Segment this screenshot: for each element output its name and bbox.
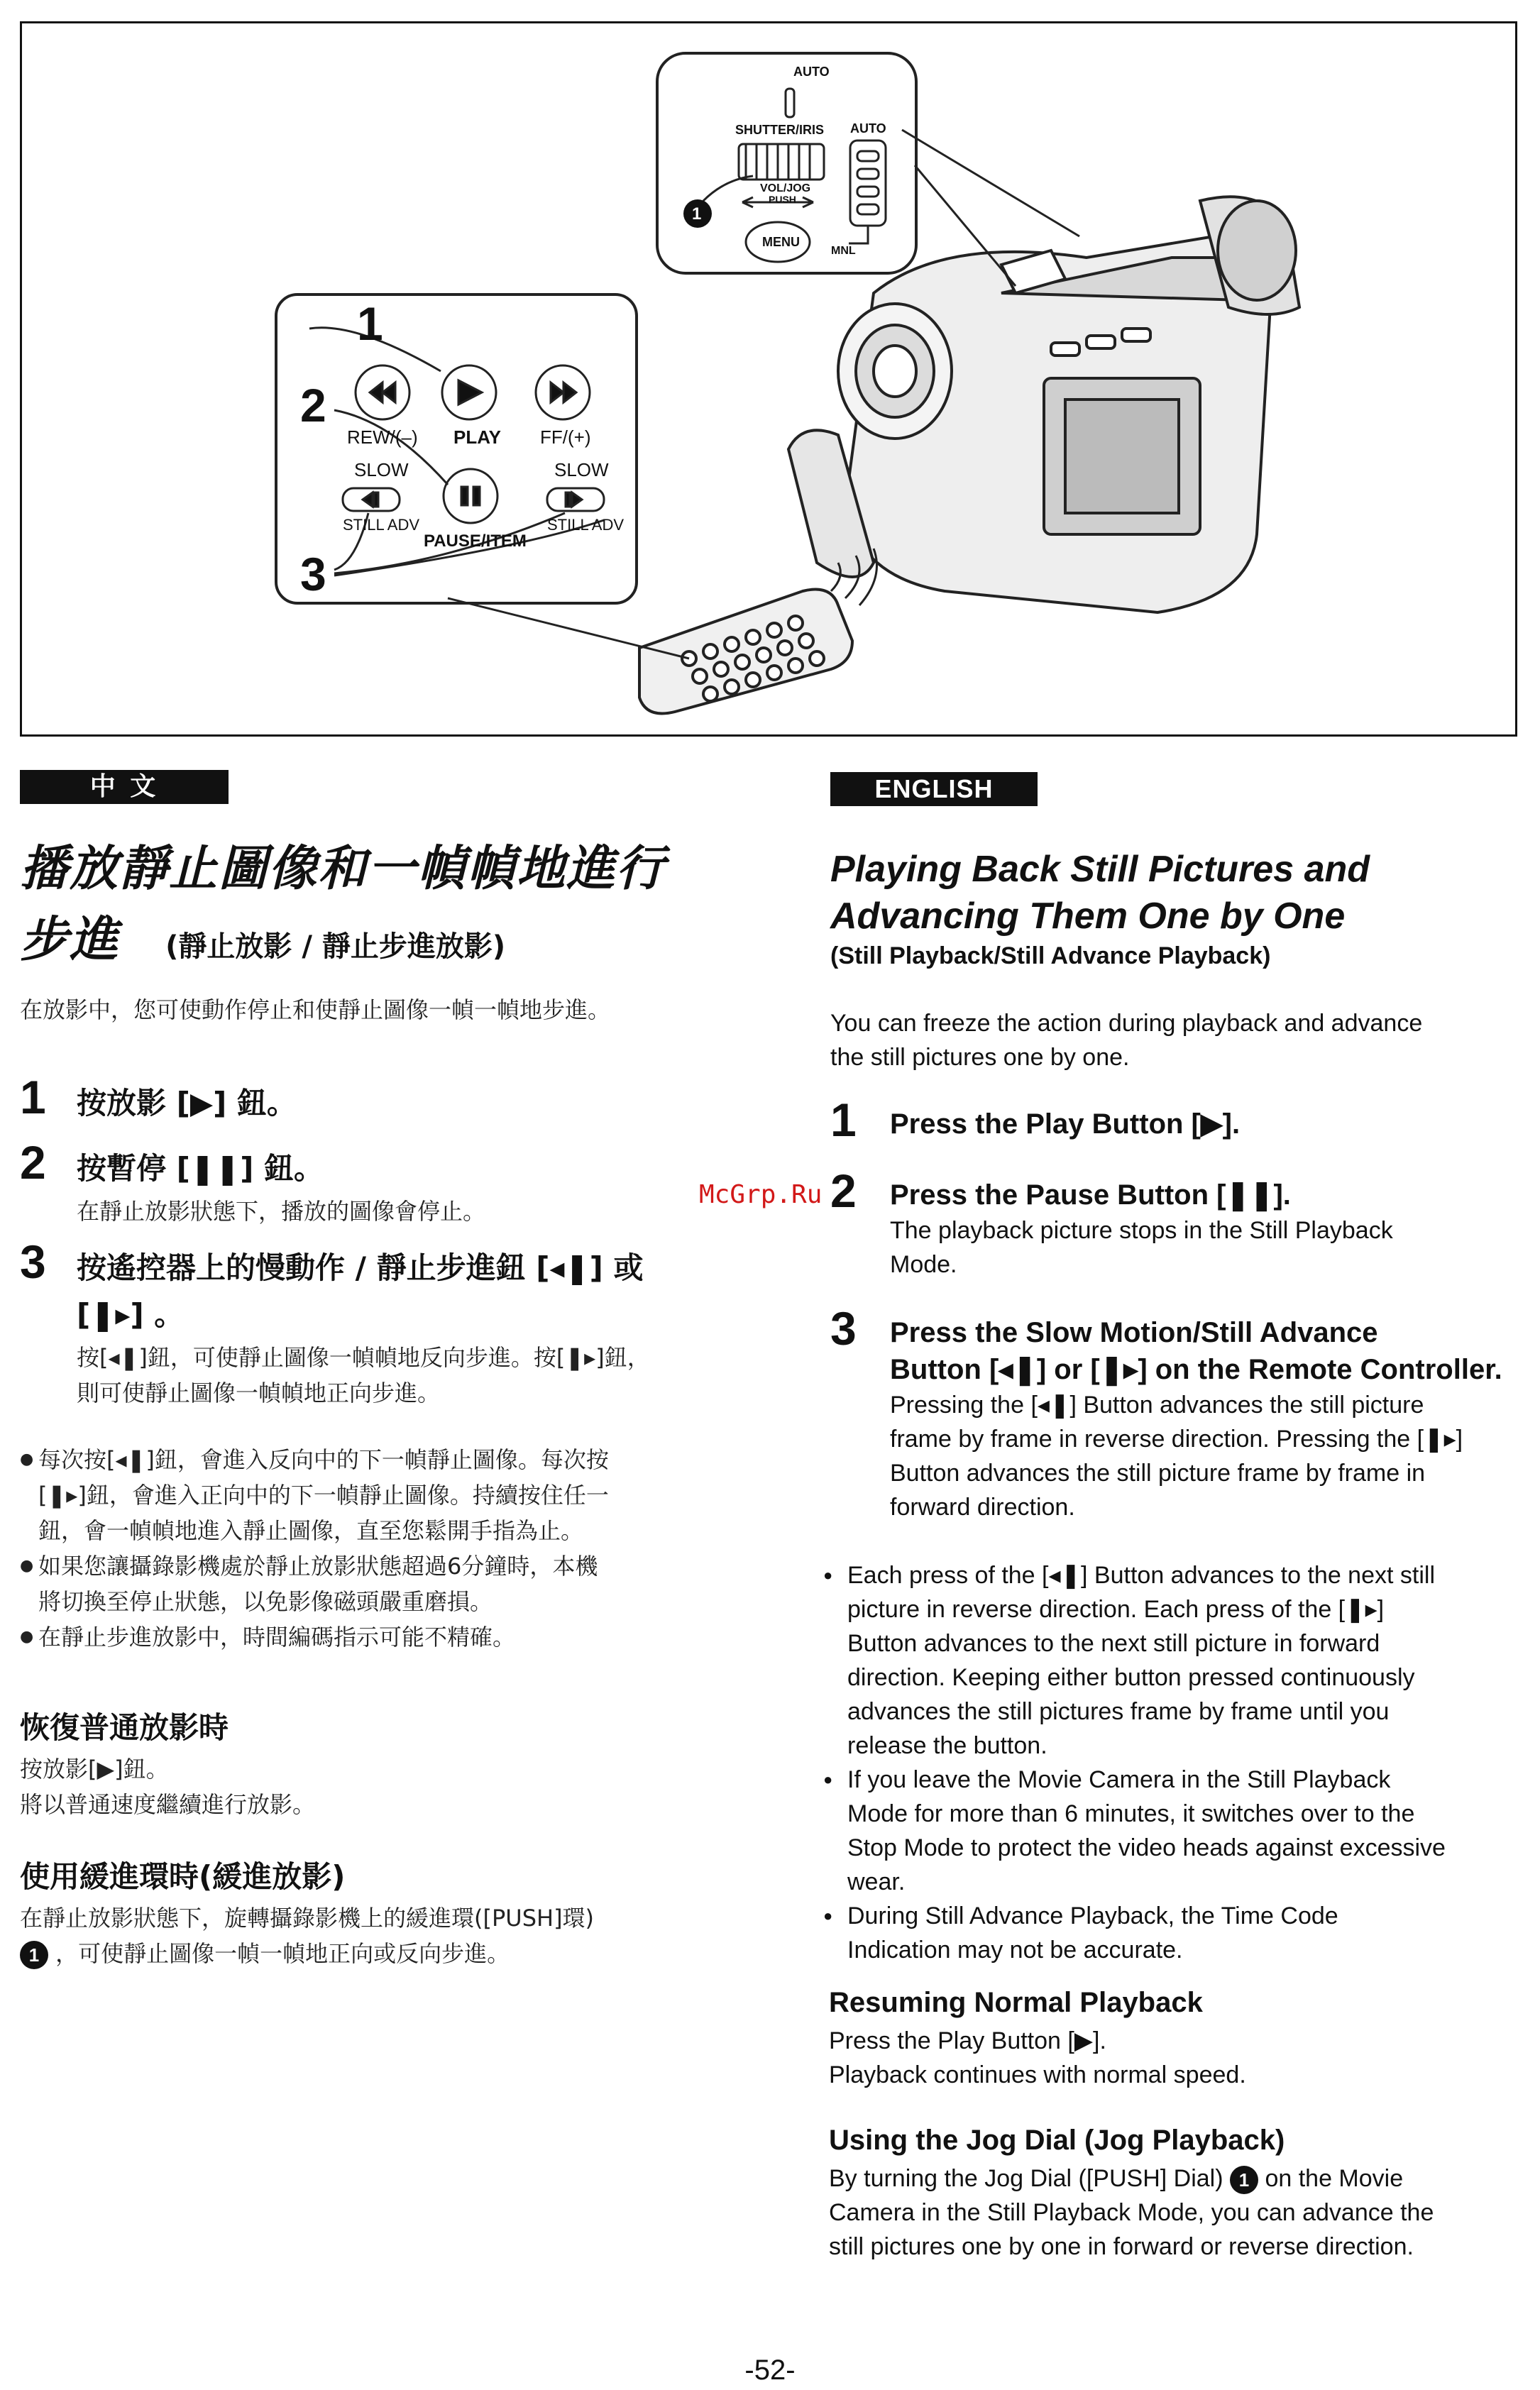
zh-note-1 (20, 1442, 715, 1548)
label-vol-jog: VOL/JOG (760, 182, 811, 194)
en-title-line2: Advancing Them One by One (830, 896, 1346, 937)
zh-note-3-line1: ● 在靜止步進放影中，時間編碼指示可能不精確。 (38, 1624, 516, 1651)
zh-jog-line2-row (20, 1936, 510, 1971)
zh-jog-line2: ，可使靜止圖像一幀一幀地正向或反向步進。 (55, 1940, 510, 1967)
zh-jog-marker: 1 (20, 1941, 48, 1969)
zh-step-3 (20, 1235, 650, 1406)
label-still-adv-right: STILL ADV (547, 516, 625, 534)
en-note-2 (823, 1763, 1526, 1899)
en-step-3-body-line4: forward direction. (890, 1494, 1075, 1521)
en-resume-heading: Resuming Normal Playback (829, 1987, 1203, 2018)
en-intro-line1: You can freeze the action during playback and advance (830, 1010, 1423, 1037)
chinese-language-tag: 中 文 (20, 770, 229, 804)
zh-resume-line1: 按放影[▶]鈕。 (20, 1756, 169, 1783)
label-slow-right: SLOW (554, 459, 609, 480)
zh-title-line2: 步進 (20, 912, 120, 968)
label-play: PLAY (453, 426, 501, 448)
zh-notes-list (20, 1442, 715, 1655)
zh-step-3-body-line1: 按[◂❚]鈕，可使靜止圖像一幀幀地反向步進。按[❚▸]鈕， (77, 1344, 650, 1371)
en-jog-heading: Using the Jog Dial (Jog Playback) (829, 2125, 1285, 2156)
zh-intro: 在放影中，您可使動作停止和使靜止圖像一幀一幀地步進。 (20, 996, 611, 1023)
label-mnl: MNL (831, 245, 856, 257)
en-note-3 (823, 1899, 1526, 1967)
label-auto-top: AUTO (793, 65, 830, 79)
zh-step-2-title: 按暫停 [❚❚] 鈕。 (77, 1151, 324, 1186)
label-shutter-iris: SHUTTER/IRIS (735, 123, 825, 137)
zh-step-1 (20, 1070, 297, 1124)
en-step-3 (830, 1301, 1502, 1521)
en-note-1-line1: ● Each press of the [◂❚] Button advances to the next still (847, 1562, 1436, 1589)
en-note-2-line2: Mode for more than 6 minutes, it switches over to the (847, 1800, 1415, 1827)
en-jog-line1b: on the Movie (1265, 2165, 1404, 2192)
en-resume-line2: Playback continues with normal speed. (829, 2061, 1246, 2088)
en-step-3-body-line3: Button advances the still picture frame by frame in (890, 1460, 1426, 1487)
en-note-1-line2: picture in reverse direction. Each press of the [❚▸] (847, 1596, 1385, 1623)
en-jog-marker: 1 (1230, 2166, 1258, 2194)
zh-step-3-body-line2: 則可使靜止圖像一幀幀地正向步進。 (77, 1380, 441, 1406)
callout-1-camera-number: 1 (692, 204, 702, 224)
en-note-2-line4: wear. (847, 1868, 906, 1895)
zh-note-2-line1: ● 如果您讓攝錄影機處於靜止放影狀態超過6分鐘時，本機 (38, 1553, 598, 1580)
en-jog-line1a: By turning the Jog Dial ([PUSH] Dial) (829, 2165, 1223, 2192)
en-step-1-title: Press the Play Button [▶]. (890, 1108, 1241, 1140)
label-still-adv-left: STILL ADV (343, 516, 420, 534)
zh-step-2-number: 2 (20, 1136, 46, 1189)
zh-note-3 (20, 1619, 715, 1655)
en-step-1 (830, 1093, 1241, 1147)
en-note-2-line1: ● If you leave the Movie Camera in the Still Playback (847, 1766, 1391, 1793)
label-push: PUSH (769, 194, 796, 205)
zh-title-sub: (靜止放影 / 靜止步進放影) (165, 930, 506, 963)
zh-jog-line1: 在靜止放影狀態下，旋轉攝錄影機上的緩進環([PUSH]環) (20, 1905, 595, 1932)
label-pause-item: PAUSE/ITEM (424, 532, 527, 551)
en-notes-list (823, 1558, 1526, 1967)
zh-resume-heading: 恢復普通放影時 (20, 1710, 229, 1745)
en-step-3-number: 3 (830, 1302, 857, 1355)
zh-step-1-title: 按放影 [▶] 鈕。 (77, 1086, 297, 1120)
label-ff: FF/(+) (540, 426, 591, 448)
zh-note-2-line2: 將切換至停止狀態，以免影像磁頭嚴重磨損。 (38, 1588, 493, 1615)
en-jog-line1-row (829, 2162, 1403, 2196)
en-step-2-body-line2: Mode. (890, 1251, 957, 1278)
page-number: -52- (744, 2355, 796, 2386)
remote-controller-drawing (639, 549, 877, 714)
english-language-tag: ENGLISH (830, 772, 1038, 806)
zh-step-1-number: 1 (20, 1071, 46, 1123)
en-note-1-line4: direction. Keeping either button pressed continuously (847, 1664, 1415, 1691)
callout-1-remote: 1 (357, 297, 383, 350)
en-note-1 (823, 1558, 1526, 1763)
watermark: McGrp.Ru (699, 1180, 823, 1209)
en-intro-line2: the still pictures one by one. (830, 1044, 1130, 1071)
en-step-1-number: 1 (830, 1094, 857, 1146)
en-step-3-title-line1: Press the Slow Motion/Still Advance (890, 1317, 1378, 1348)
zh-step-2 (20, 1135, 486, 1225)
en-step-2 (830, 1164, 1393, 1278)
zh-note-1-line3: 鈕，會一幀幀地進入靜止圖像，直至您鬆開手指為止。 (38, 1517, 584, 1544)
zh-step-3-title-line1: 按遙控器上的慢動作 / 靜止步進鈕 [◂❚] 或 (77, 1250, 644, 1285)
callout-2-remote: 2 (300, 379, 326, 431)
en-step-3-title-line2: Button [◂❚] or [❚▸] on the Remote Controller. (890, 1354, 1502, 1385)
en-step-3-body-line1: Pressing the [◂❚] Button advances the still picture (890, 1392, 1424, 1419)
zh-note-2 (20, 1548, 715, 1619)
callout-3-remote: 3 (300, 548, 326, 600)
en-jog-line3: still pictures one by one in forward or reverse direction. (829, 2233, 1414, 2260)
label-slow-left: SLOW (354, 459, 409, 480)
en-step-2-title: Press the Pause Button [❚❚]. (890, 1179, 1291, 1211)
zh-note-1-line1: ● 每次按[◂❚]鈕，會進入反向中的下一幀靜止圖像。每次按 (38, 1446, 609, 1473)
en-step-2-number: 2 (830, 1164, 857, 1217)
en-note-1-line5: advances the still pictures frame by frame until you (847, 1698, 1390, 1725)
en-title-line1: Playing Back Still Pictures and (830, 849, 1370, 890)
label-menu: MENU (762, 235, 800, 249)
remote-buttons-inset (276, 294, 637, 603)
en-jog-line2: Camera in the Still Playback Mode, you can advance the (829, 2199, 1434, 2226)
en-note-1-line6: release the button. (847, 1732, 1047, 1759)
en-resume-line1: Press the Play Button [▶]. (829, 2027, 1106, 2054)
en-title-sub: (Still Playback/Still Advance Playback) (830, 942, 1271, 969)
zh-title-line1: 播放靜止圖像和一幀幀地進行 (20, 841, 666, 897)
zh-step-2-body: 在靜止放影狀態下，播放的圖像會停止。 (77, 1198, 486, 1225)
en-note-2-line3: Stop Mode to protect the video heads against excessive (847, 1834, 1446, 1861)
label-rew: REW/(–) (347, 426, 418, 448)
en-note-1-line3: Button advances to the next still picture in forward (847, 1630, 1380, 1657)
illustration-figure (20, 21, 1517, 737)
zh-step-3-title-line2: [❚▸] 。 (77, 1297, 185, 1332)
en-step-3-body-line2: frame by frame in reverse direction. Pressing the [❚▸] (890, 1426, 1463, 1453)
en-note-3-line1: ● During Still Advance Playback, the Time Code (847, 1902, 1338, 1929)
zh-note-1-line2: [❚▸]鈕，會進入正向中的下一幀靜止圖像。持續按住任一 (38, 1482, 609, 1509)
zh-title-line2-row (20, 901, 505, 970)
en-step-2-body-line1: The playback picture stops in the Still Playback (890, 1217, 1393, 1244)
en-note-3-line2: Indication may not be accurate. (847, 1937, 1183, 1964)
zh-step-3-number: 3 (20, 1235, 46, 1288)
label-auto-side: AUTO (850, 121, 886, 136)
zh-jog-heading: 使用緩進環時(緩進放影) (20, 1859, 346, 1894)
zh-resume-line2: 將以普通速度繼續進行放影。 (20, 1791, 316, 1818)
